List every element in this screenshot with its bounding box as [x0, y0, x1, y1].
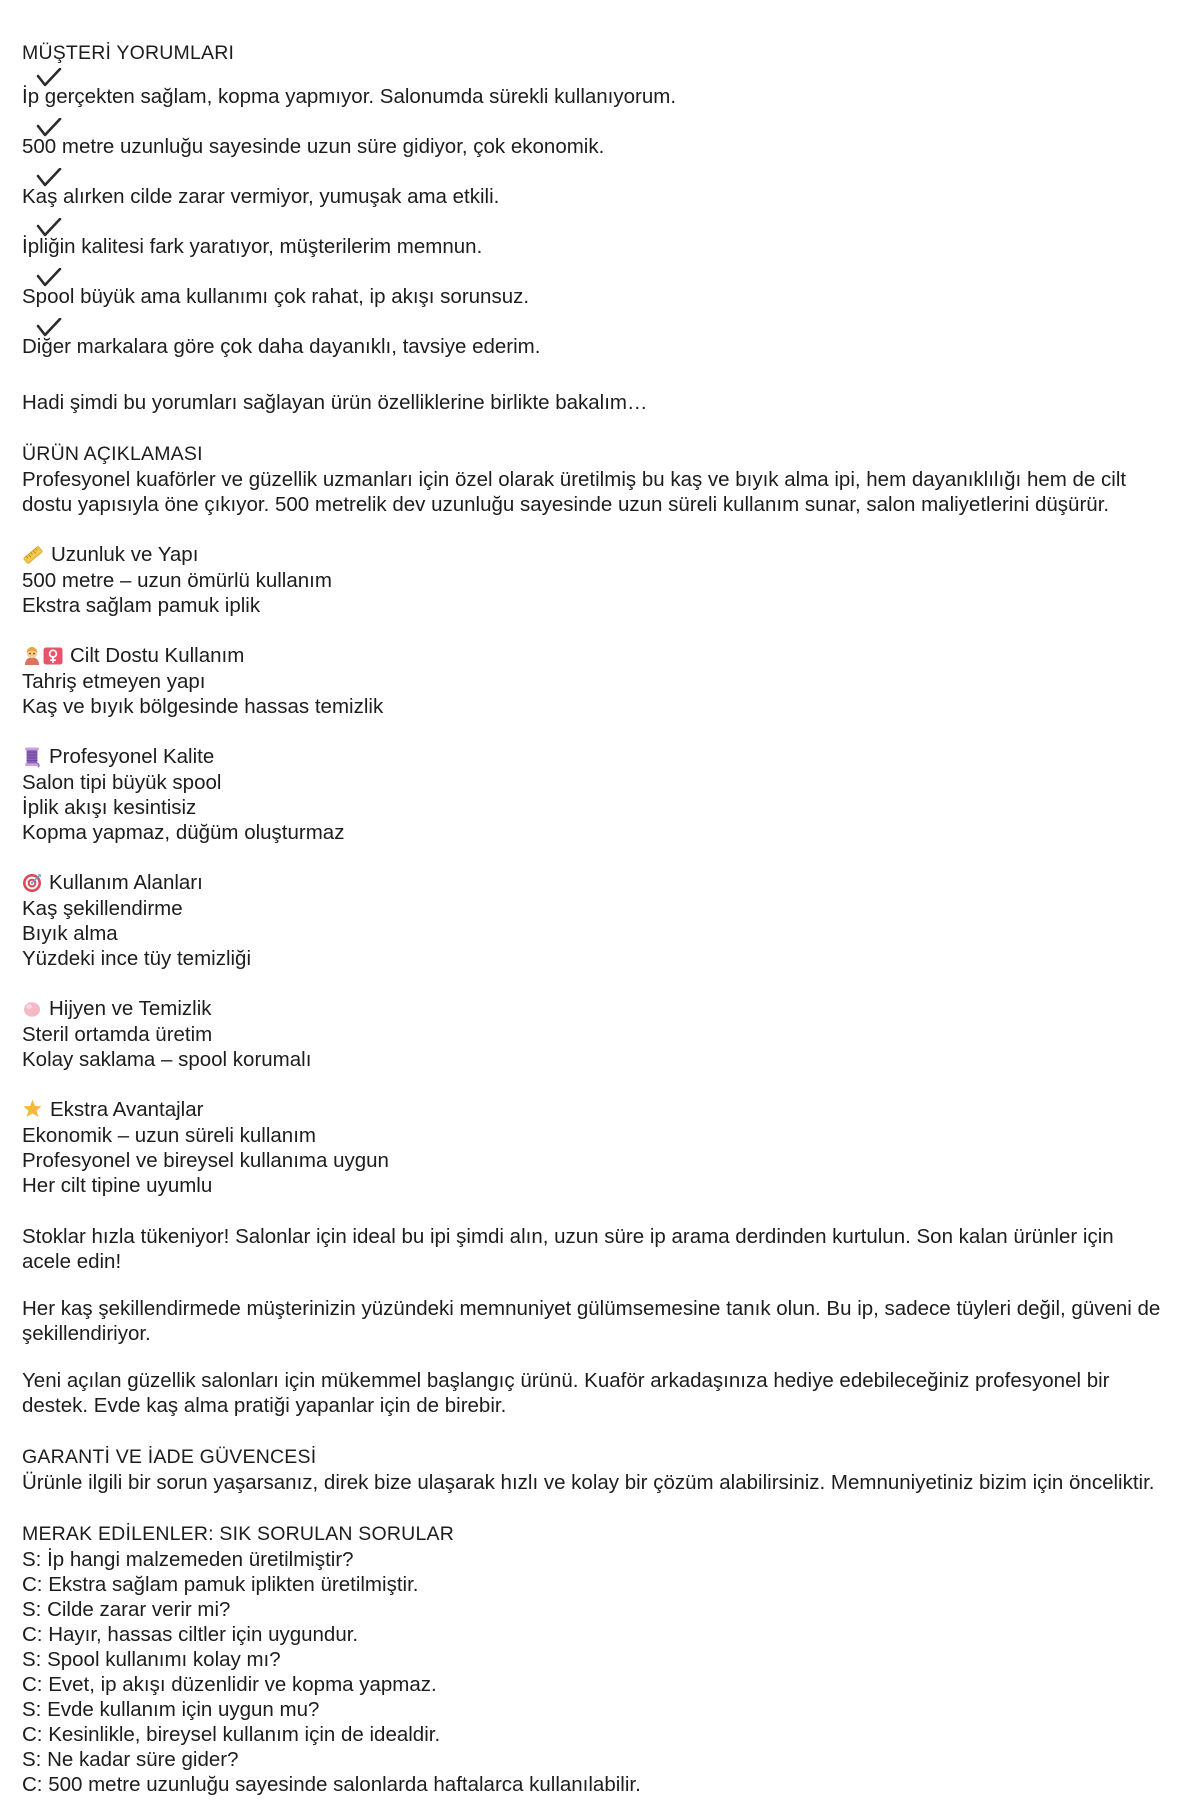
feature-group-uzunluk-ve-yapi — [22, 541, 1178, 618]
faq-answer: C: Ekstra sağlam pamuk iplikten üretilmiştir. — [22, 1573, 419, 1596]
promo-paragraph: Stoklar hızla tükeniyor! Salonlar için ideal bu ipi şimdi alın, uzun süre ip arama derdinden kurtulun. Son kalan ürünler için acele edin! — [22, 1225, 1114, 1273]
product-description-section — [22, 441, 1178, 517]
person-icon — [22, 646, 42, 666]
feature-group-ekstra-avantajlar — [22, 1096, 1178, 1198]
review-item — [22, 68, 1178, 110]
feature-line: Steril ortamda üretim — [22, 1023, 213, 1046]
review-text: Kaş alırken cilde zarar vermiyor, yumuşak ama etkili. — [22, 185, 500, 208]
customer-reviews-section — [22, 40, 1178, 415]
feature-line: Kopma yapmaz, düğüm oluşturmaz — [22, 821, 345, 844]
feature-heading-label: Uzunluk ve Yapı — [51, 543, 199, 566]
feature-line: Bıyık alma — [22, 922, 118, 945]
feature-line: Yüzdeki ince tüy temizliği — [22, 947, 252, 970]
female-sign-icon — [43, 646, 63, 666]
feature-lines — [22, 770, 1178, 845]
review-item — [22, 168, 1178, 210]
promo-section — [22, 1224, 1178, 1418]
star-icon — [22, 1099, 43, 1120]
reviews-transition-text: Hadi şimdi bu yorumları sağlayan ürün özelliklerine birlikte bakalım… — [22, 391, 648, 414]
review-text: Diğer markalara göre çok daha dayanıklı, tavsiye ederim. — [22, 335, 541, 358]
feature-line: Profesyonel ve bireysel kullanıma uygun — [22, 1149, 389, 1172]
feature-group-profesyonel-kalite — [22, 743, 1178, 845]
feature-heading-label: Hijyen ve Temizlik — [49, 997, 212, 1020]
faq-answer: C: 500 metre uzunluğu sayesinde salonlarda haftalarca kullanılabilir. — [22, 1773, 641, 1796]
feature-line: İplik akışı kesintisiz — [22, 796, 197, 819]
feature-lines — [22, 1022, 1178, 1072]
feature-line: Salon tipi büyük spool — [22, 771, 222, 794]
feature-line: Kolay saklama – spool korumalı — [22, 1048, 312, 1071]
review-text: İpliğin kalitesi fark yaratıyor, müşterilerim memnun. — [22, 235, 483, 258]
thread-spool-icon — [22, 746, 42, 768]
faq-question: S: Evde kullanım için uygun mu? — [22, 1698, 320, 1721]
reviews-list — [22, 68, 1178, 360]
review-text: Spool büyük ama kullanımı çok rahat, ip akışı sorunsuz. — [22, 285, 530, 308]
feature-heading-row — [22, 869, 1178, 896]
warranty-section — [22, 1444, 1178, 1495]
review-text: İp gerçekten sağlam, kopma yapmıyor. Salonumda sürekli kullanıyorum. — [22, 85, 677, 108]
review-text: 500 metre uzunluğu sayesinde uzun süre gidiyor, çok ekonomik. — [22, 135, 605, 158]
feature-line: Ekonomik – uzun süreli kullanım — [22, 1124, 316, 1147]
warranty-title: GARANTİ VE İADE GÜVENCESİ — [22, 1446, 317, 1468]
feature-lines — [22, 669, 1178, 719]
faq-question: S: Spool kullanımı kolay mı? — [22, 1648, 281, 1671]
feature-line: Tahriş etmeyen yapı — [22, 670, 206, 693]
promo-paragraph: Her kaş şekillendirmede müşterinizin yüzündeki memnuniyet gülümsemesine tanık olun. Bu ip, sadece tüyleri değil, güveni de şekillendiriyor. — [22, 1297, 1161, 1345]
faq-title: MERAK EDİLENLER: SIK SORULAN SORULAR — [22, 1523, 454, 1545]
review-item — [22, 118, 1178, 160]
warranty-body: Ürünle ilgili bir sorun yaşarsanız, direk bize ulaşarak hızlı ve kolay bir çözüm alabilirsiniz. Memnuniyetiniz bizim için önceliktir. — [22, 1471, 1155, 1494]
feature-line: Kaş şekillendirme — [22, 897, 183, 920]
faq-answer: C: Evet, ip akışı düzenlidir ve kopma yapmaz. — [22, 1673, 437, 1696]
review-item — [22, 318, 1178, 360]
feature-heading-row — [22, 995, 1178, 1022]
feature-group-cilt-dostu-kullanim — [22, 642, 1178, 719]
feature-heading-label: Ekstra Avantajlar — [50, 1098, 204, 1121]
feature-heading-row — [22, 743, 1178, 770]
feature-line: Her cilt tipine uyumlu — [22, 1174, 213, 1197]
faq-question: S: İp hangi malzemeden üretilmiştir? — [22, 1548, 354, 1571]
faq-answer: C: Kesinlikle, bireysel kullanım için de idealdir. — [22, 1723, 441, 1746]
faq-answer: C: Hayır, hassas ciltler için uygundur. — [22, 1623, 359, 1646]
faq-question: S: Ne kadar süre gider? — [22, 1748, 239, 1771]
faq-section — [22, 1521, 1178, 1797]
description-body: Profesyonel kuaförler ve güzellik uzmanları için özel olarak üretilmiş bu kaş ve bıyık alma ipi, hem dayanıklılığı hem de cilt dostu yapısıyla öne çıkıyor. 500 metrelik dev uzunluğu sayesinde uzun süreli kullanım sunar, salon maliyetlerini düşürür. — [22, 468, 1127, 516]
person-female-icon — [22, 646, 63, 666]
feature-group-kullanim-alanlari — [22, 869, 1178, 971]
feature-heading-label: Kullanım Alanları — [49, 871, 203, 894]
feature-line: Ekstra sağlam pamuk iplik — [22, 594, 261, 617]
feature-lines — [22, 568, 1178, 618]
feature-group-hijyen-ve-temizlik — [22, 995, 1178, 1072]
promo-paragraph: Yeni açılan güzellik salonları için mükemmel başlangıç ürünü. Kuaför arkadaşınıza hediye edebileceğiniz profesyonel bir destek. Evde kaş alma pratiği yapanlar için de birebir. — [22, 1369, 1110, 1417]
feature-heading-row — [22, 541, 1178, 568]
feature-heading-row — [22, 1096, 1178, 1123]
faq-question: S: Cilde zarar verir mi? — [22, 1598, 231, 1621]
hygiene-icon — [22, 999, 42, 1019]
reviews-title: MÜŞTERİ YORUMLARI — [22, 42, 235, 64]
feature-line: Kaş ve bıyık bölgesinde hassas temizlik — [22, 695, 384, 718]
review-item — [22, 218, 1178, 260]
description-title: ÜRÜN AÇIKLAMASI — [22, 443, 203, 465]
feature-lines — [22, 896, 1178, 971]
feature-heading-label: Profesyonel Kalite — [49, 745, 215, 768]
target-icon — [22, 873, 42, 893]
feature-heading-label: Cilt Dostu Kullanım — [70, 644, 245, 667]
feature-lines — [22, 1123, 1178, 1198]
feature-heading-row — [22, 642, 1178, 669]
ruler-icon — [22, 544, 44, 566]
feature-line: 500 metre – uzun ömürlü kullanım — [22, 569, 332, 592]
review-item — [22, 268, 1178, 310]
